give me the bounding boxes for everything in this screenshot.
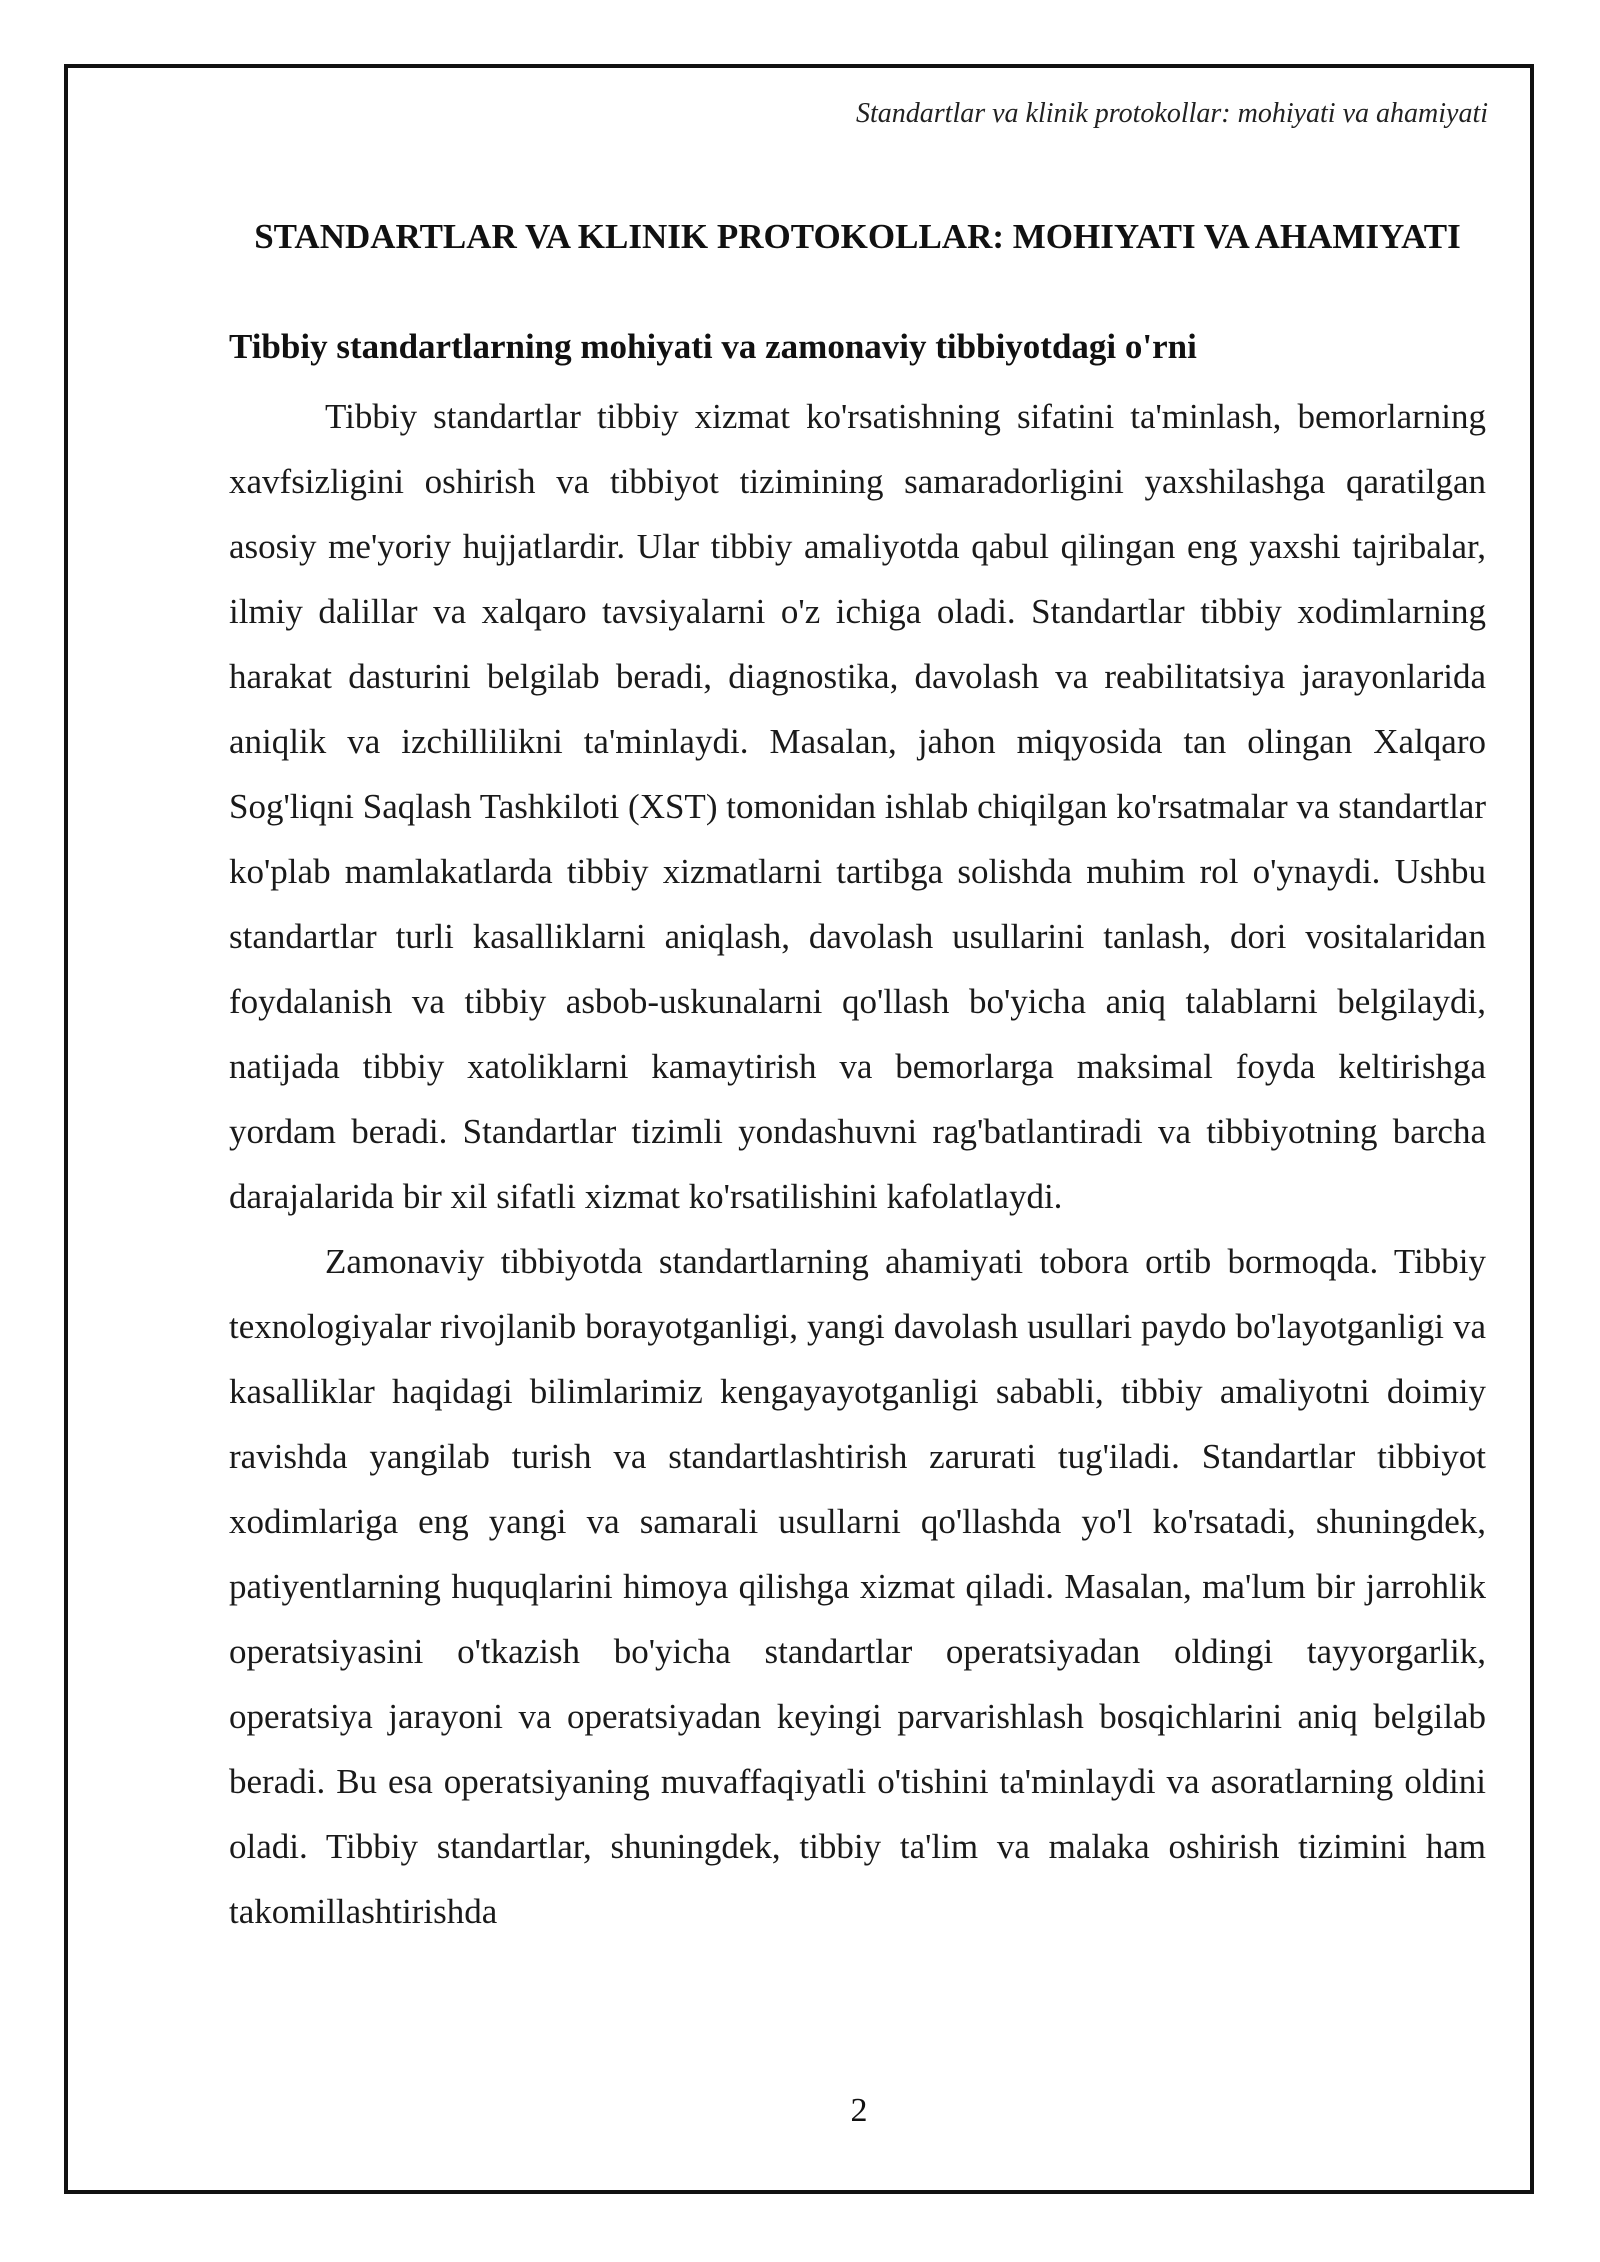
document-title: STANDARTLAR VA KLINIK PROTOKOLLAR: MOHIYATI VA AHAMIYATI (254, 217, 1461, 256)
paragraph-2: Zamonaviy tibbiyotda standartlarning ahamiyati tobora ortib bormoqda. Tibbiy texnologiyalar rivojlanib borayotganligi, yangi davolash usullari paydo bo'layotganligi va kasalliklar haqidagi bilimlarimiz kengayayotganligi sababli, tibbiy amaliyotni doimiy ravishda yangilab turish va standartlashtirish zarurati tug'iladi. Standartlar tibbiyot xodimlariga eng yangi va samarali usullarni qo'llashda yo'l ko'rsatadi, shuningdek, patiyentlarning huquqlarini himoya qilishga xizmat qiladi. Masalan, ma'lum bir jarrohlik operatsiyasini o'tkazish bo'yicha standartlar operatsiyadan oldingi tayyorgarlik, operatsiya jarayoni va operatsiyadan keyingi parvarishlash bosqichlarini aniq belgilab beradi. Bu esa operatsiyaning muvaffaqiyatli o'tishini ta'minlaydi va asoratlarning oldini oladi. Tibbiy standartlar, shuningdek, tibbiy ta'lim va malaka oshirish tizimini ham takomillashtirishda (229, 1242, 1486, 1931)
section-heading: Tibbiy standartlarning mohiyati va zamonaviy tibbiyotdagi o'rni (229, 327, 1197, 366)
running-header: Standartlar va klinik protokollar: mohiyati va ahamiyati (856, 98, 1488, 129)
paragraph-1: Tibbiy standartlar tibbiy xizmat ko'rsatishning sifatini ta'minlash, bemorlarning xavfsizligini oshirish va tibbiyot tizimining samaradorligini yaxshilashga qaratilgan asosiy me'yoriy hujjatlardir. Ular tibbiy amaliyotda qabul qilingan eng yaxshi tajribalar, ilmiy dalillar va xalqaro tavsiyalarni o'z ichiga oladi. Standartlar tibbiy xodimlarning harakat dasturini belgilab beradi, diagnostika, davolash va reabilitatsiya jarayonlarida aniqlik va izchillilikni ta'minlaydi. Masalan, jahon miqyosida tan olingan Xalqaro Sog'liqni Saqlash Tashkiloti (XST) tomonidan ishlab chiqilgan ko'rsatmalar va standartlar ko'plab mamlakatlarda tibbiy xizmatlarni tartibga solishda muhim rol o'ynaydi. Ushbu standartlar turli kasalliklarni aniqlash, davolash usullarini tanlash, dori vositalaridan foydalanish va tibbiy asbob-uskunalarni qo'llash bo'yicha aniq talablarni belgilaydi, natijada tibbiy xatoliklarni kamaytirish va bemorlarga maksimal foyda keltirishga yordam beradi. Standartlar tizimli yondashuvni rag'batlantiradi va tibbiyotning barcha darajalarida bir xil sifatli xizmat ko'rsatilishini kafolatlaydi. (229, 397, 1486, 1216)
page-number: 2 (850, 2092, 868, 2129)
document-body (229, 204, 1486, 1944)
